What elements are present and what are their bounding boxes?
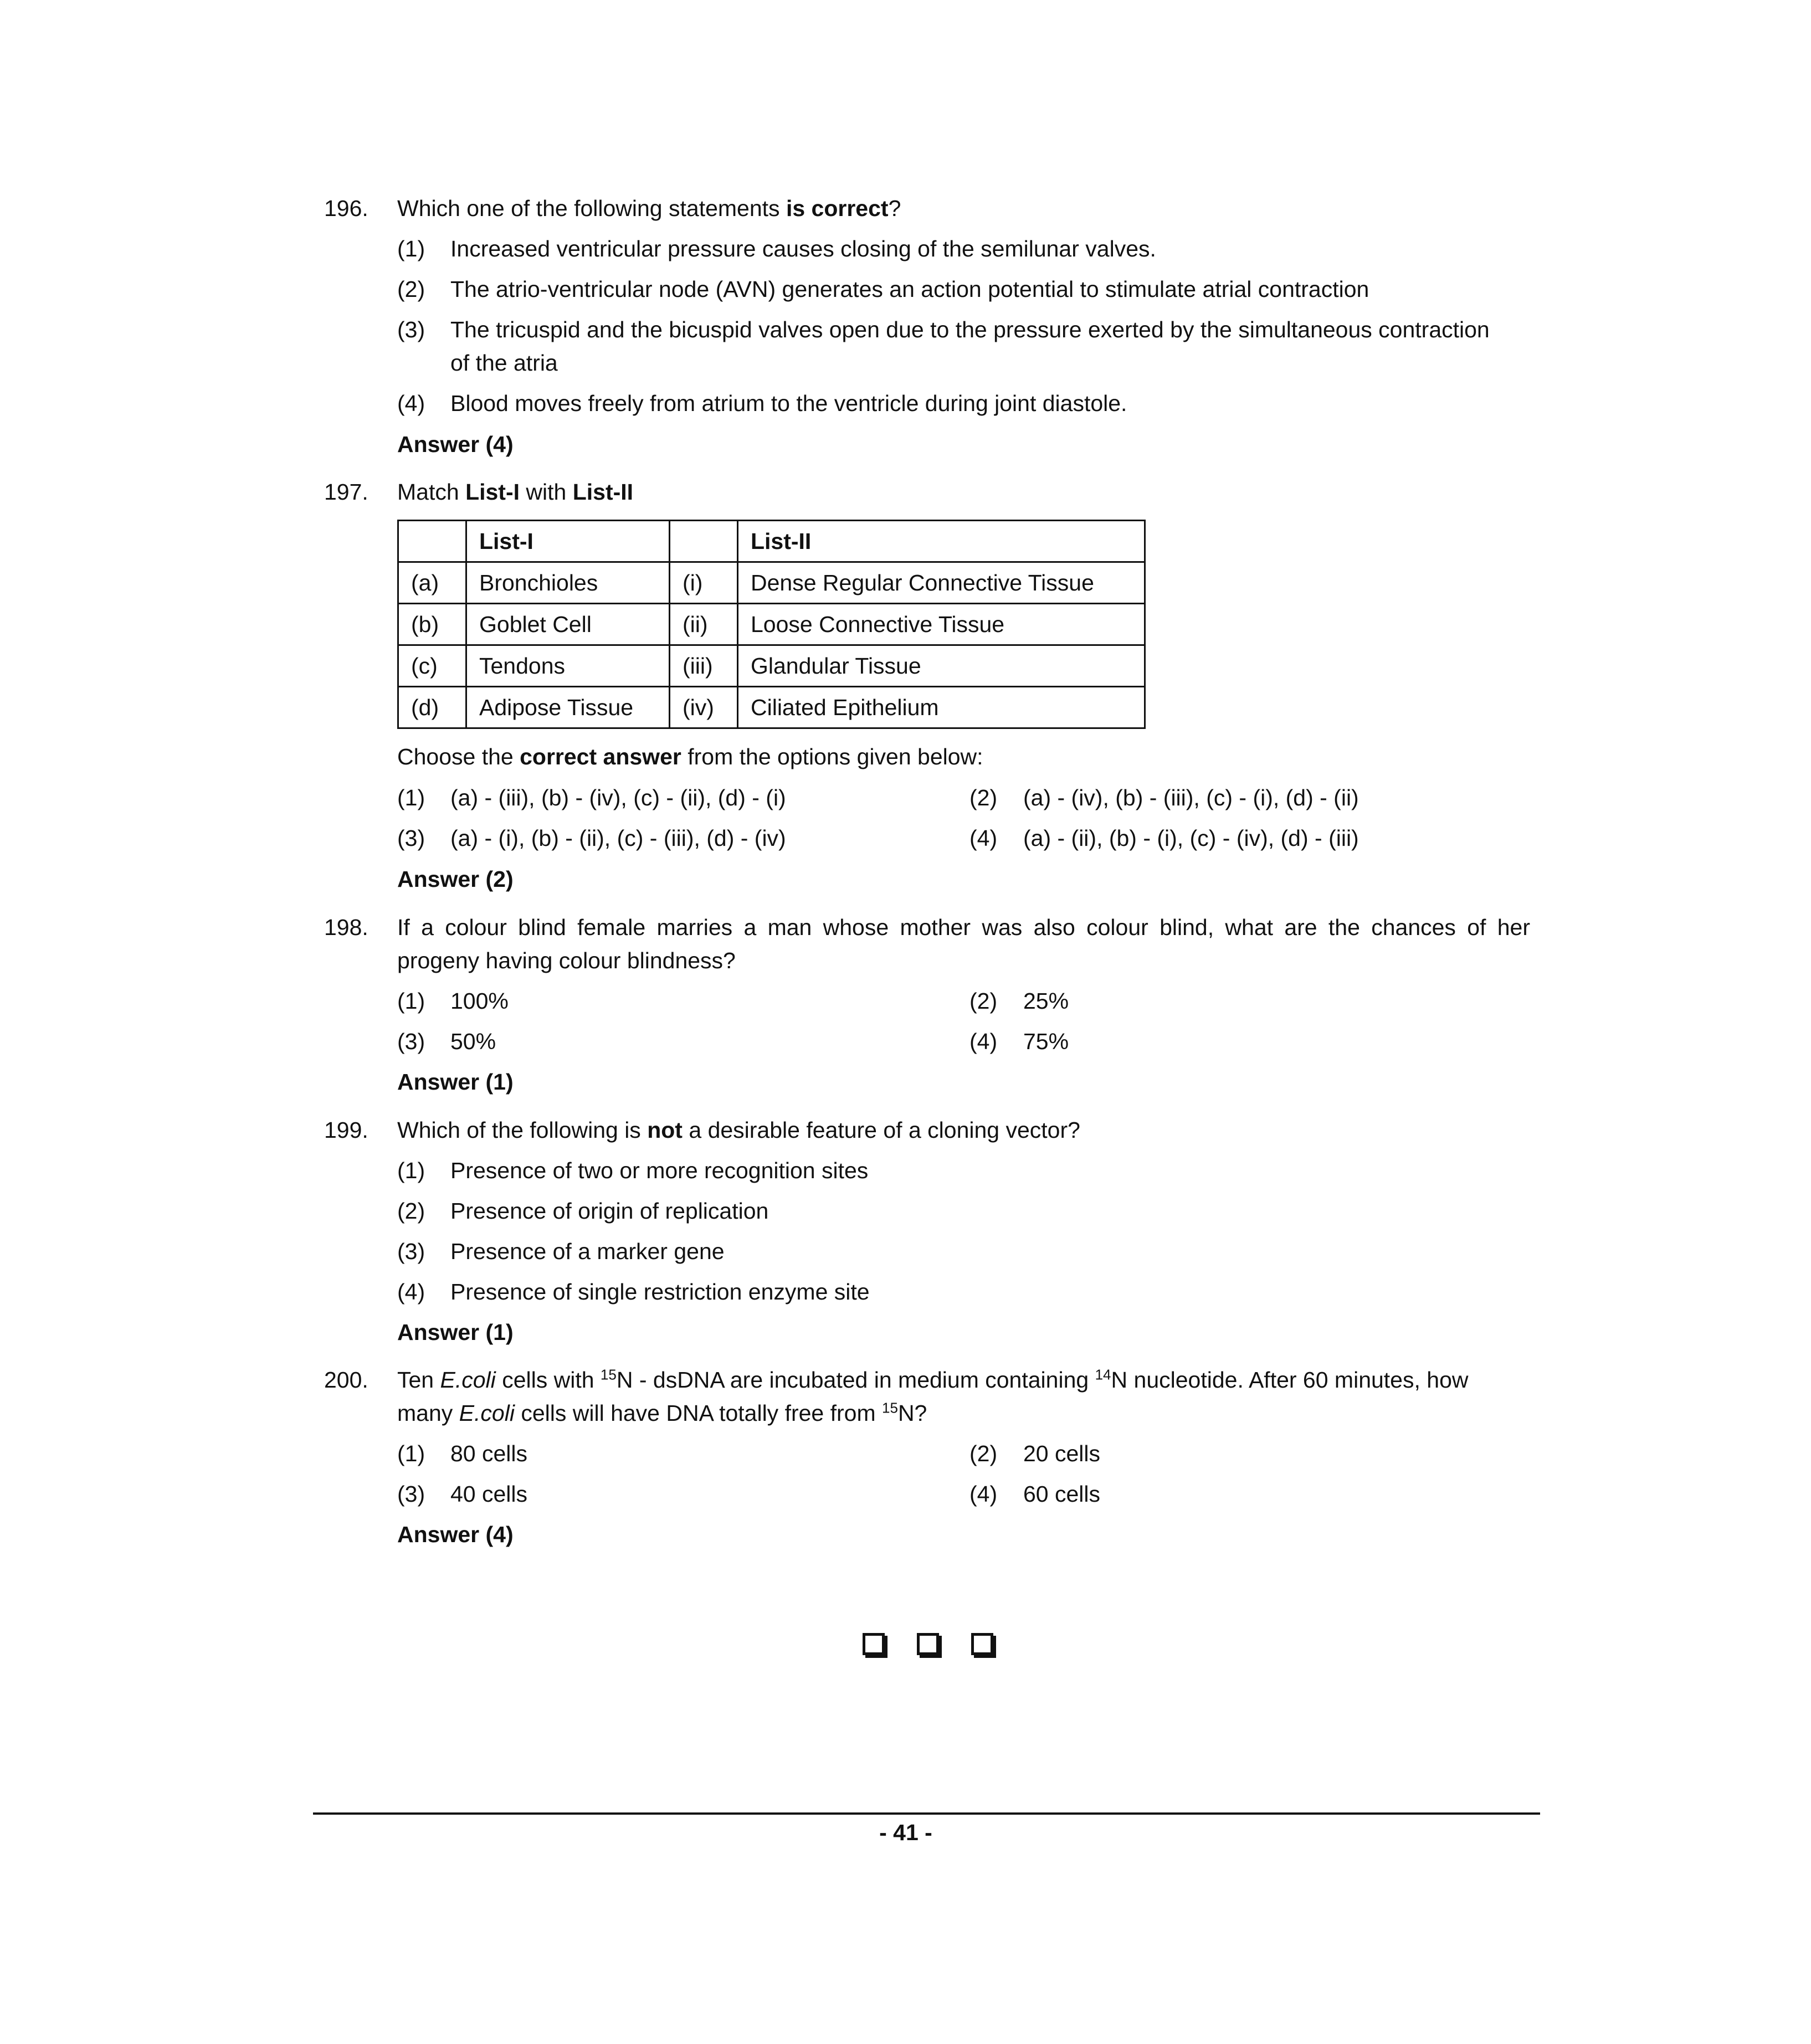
q200-option-1: (1) [397,1441,425,1466]
q197-instruction: Choose the correct answer from the options given below: [397,744,983,769]
page-number: - 41 - [879,1820,932,1845]
table-cell: (a) [398,562,466,604]
question-number-199: 199. [324,1117,368,1143]
question-200-stem-line-2: many E.coli cells will have DNA totally free from $^{15}$N? [397,1399,927,1426]
table-cell [398,521,466,562]
q200-option-4: (4) [969,1481,998,1507]
q197-option-4-text: (a) - (ii), (b) - (i), (c) - (iv), (d) - (iii) [1023,825,1359,851]
match-table [397,520,1146,729]
footer-divider [313,1812,1540,1815]
q199-option-4-text: Presence of single restriction enzyme site [450,1279,870,1305]
q199-option-1: (1) [397,1158,425,1183]
q196-option-4: (4) [397,391,425,416]
table-cell: Ciliated Epithelium [738,687,1145,728]
table-cell: Adipose Tissue [466,687,670,728]
table-row [398,645,1145,687]
q196-option-3-text: The tricuspid and the bicuspid valves open due to the pressure exerted by the simultaneous contraction [450,317,1490,342]
q198-answer: Answer (1) [397,1069,514,1095]
table-cell: Tendons [466,645,670,687]
q196-option-4-text: Blood moves freely from atrium to the ventricle during joint diastole. [450,391,1127,416]
q199-option-4: (4) [397,1279,425,1305]
question-number-196: 196. [324,196,368,221]
table-cell: (iii) [670,645,738,687]
q200-option-3-text: 40 cells [450,1481,528,1507]
q198-option-1: (1) [397,988,425,1014]
table-header-list-1: List-I [466,521,670,562]
q196-answer: Answer (4) [397,432,514,457]
q196-option-1: (1) [397,236,425,261]
end-marker-box-icon [863,1633,885,1655]
q197-option-2-text: (a) - (iv), (b) - (iii), (c) - (i), (d) - (ii) [1023,785,1359,810]
q198-option-2: (2) [969,988,998,1014]
table-cell [670,521,738,562]
q198-option-4-text: 75% [1023,1029,1069,1054]
question-198-stem-line-1: If a colour blind female marries a man whose mother was also colour blind, what are the chances of her [397,915,1530,940]
q197-answer: Answer (2) [397,866,514,892]
q196-option-3-text-cont: of the atria [450,350,558,376]
q199-option-3-text: Presence of a marker gene [450,1239,725,1264]
q197-option-3: (3) [397,825,425,851]
table-cell: Loose Connective Tissue [738,604,1145,645]
table-cell: (d) [398,687,466,728]
q197-option-4: (4) [969,825,998,851]
q197-option-1-text: (a) - (iii), (b) - (iv), (c) - (ii), (d) - (i) [450,785,786,810]
table-row [398,687,1145,728]
q196-option-3: (3) [397,317,425,342]
q198-option-3: (3) [397,1029,425,1054]
q199-option-2: (2) [397,1198,425,1224]
q199-option-2-text: Presence of origin of replication [450,1198,769,1224]
q199-answer: Answer (1) [397,1319,514,1345]
q200-option-3: (3) [397,1481,425,1507]
end-marker-box-icon [971,1633,993,1655]
table-cell: Bronchioles [466,562,670,604]
question-number-198: 198. [324,915,368,940]
table-cell: (iv) [670,687,738,728]
table-cell: Goblet Cell [466,604,670,645]
q198-option-1-text: 100% [450,988,509,1014]
q199-option-3: (3) [397,1239,425,1264]
q200-option-2-text: 20 cells [1023,1441,1101,1466]
q197-option-3-text: (a) - (i), (b) - (ii), (c) - (iii), (d) - (iv) [450,825,786,851]
q198-option-2-text: 25% [1023,988,1069,1014]
end-marker-box-icon [917,1633,939,1655]
question-number-200: 200. [324,1367,368,1393]
q196-option-2: (2) [397,276,425,302]
table-row [398,562,1145,604]
question-number-197: 197. [324,479,368,505]
table-cell: Dense Regular Connective Tissue [738,562,1145,604]
table-row [398,604,1145,645]
table-cell: Glandular Tissue [738,645,1145,687]
question-200-stem-line-1: Ten E.coli cells with $^{15}$N - dsDNA are incubated in medium containing $^{14}$N nucleotide. After 60 minutes, how [397,1366,1469,1393]
q199-option-1-text: Presence of two or more recognition sites [450,1158,869,1183]
question-196-stem: Which one of the following statements is correct? [397,196,901,221]
q200-option-2: (2) [969,1441,998,1466]
q196-option-1-text: Increased ventricular pressure causes closing of the semilunar valves. [450,236,1156,261]
question-198-stem-line-2: progeny having colour blindness? [397,948,736,973]
q197-option-2: (2) [969,785,998,810]
table-header-list-2: List-II [738,521,1145,562]
table-cell: (c) [398,645,466,687]
q200-answer: Answer (4) [397,1522,514,1547]
table-cell: (i) [670,562,738,604]
q198-option-3-text: 50% [450,1029,496,1054]
q200-option-4-text: 60 cells [1023,1481,1101,1507]
q196-option-2-text: The atrio-ventricular node (AVN) generates an action potential to stimulate atrial contraction [450,276,1369,302]
table-cell: (b) [398,604,466,645]
table-row [398,521,1145,562]
q198-option-4: (4) [969,1029,998,1054]
question-199-stem: Which of the following is not a desirable feature of a cloning vector? [397,1117,1080,1143]
q200-option-1-text: 80 cells [450,1441,528,1466]
table-cell: (ii) [670,604,738,645]
q197-option-1: (1) [397,785,425,810]
question-197-stem: Match List-I with List-II [397,479,634,505]
